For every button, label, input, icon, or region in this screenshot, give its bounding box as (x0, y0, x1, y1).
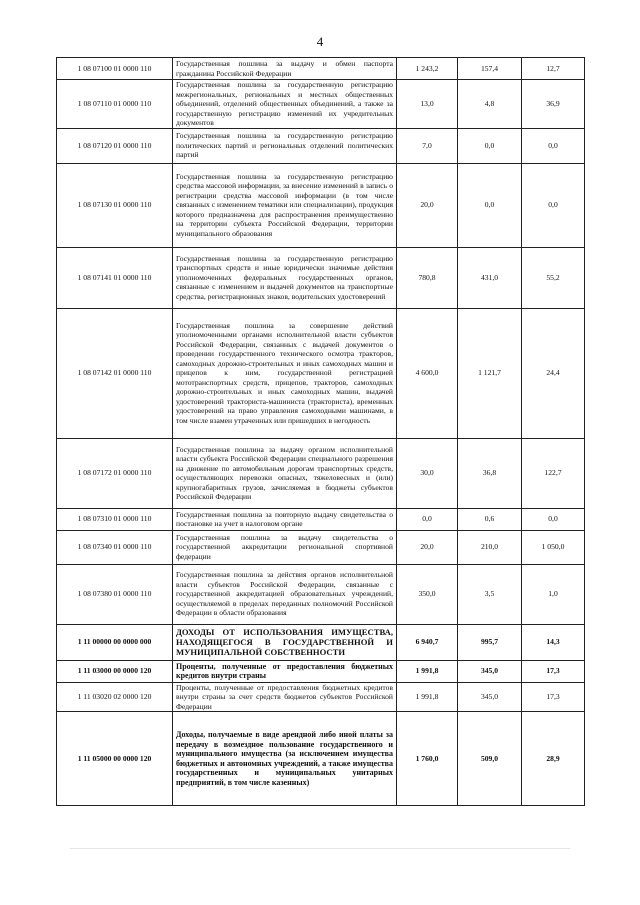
table-row (57, 163, 585, 247)
table-row (57, 530, 585, 564)
actual-value-cell: 431,0 (458, 247, 522, 308)
budget-code-cell: 1 08 07142 01 0000 110 (57, 308, 173, 438)
actual-value-cell: 3,5 (458, 564, 522, 624)
page-number: 4 (316, 34, 324, 49)
table-row (57, 564, 585, 624)
table-row (57, 624, 585, 660)
percent-cell: 122,7 (522, 438, 585, 508)
actual-value-cell: 0,0 (458, 128, 522, 163)
table-row (57, 682, 585, 712)
revenue-name-cell: Проценты, полученные от предоставления бюджетных кредитов внутри страны (173, 660, 397, 682)
plan-value-cell: 30,0 (397, 438, 458, 508)
revenue-name-cell: Государственная пошлина за выдачу органом исполнительной власти субъекта Российской Федерации специального разрешения на движение по автомобильным дорогам транспортных средств, осуществляющих перевозки опасных, тяжеловесных и (или) крупногабаритных грузов, зачисляемая в бюджеты субъектов Российской Федерации (173, 438, 397, 508)
budget-code-cell: 1 11 03020 02 0000 120 (57, 682, 173, 712)
revenue-table (56, 57, 585, 806)
plan-value-cell: 1 991,8 (397, 682, 458, 712)
revenue-name-cell: Государственная пошлина за повторную выдачу свидетельства о постановке на учет в налоговом органе (173, 508, 397, 530)
actual-value-cell: 1 121,7 (458, 308, 522, 438)
table-row (57, 438, 585, 508)
percent-cell: 36,9 (522, 80, 585, 129)
percent-cell: 17,3 (522, 682, 585, 712)
percent-cell: 1 050,0 (522, 530, 585, 564)
plan-value-cell: 0,0 (397, 508, 458, 530)
scan-artifact-line (70, 848, 570, 849)
actual-value-cell: 210,0 (458, 530, 522, 564)
budget-code-cell: 1 08 07100 01 0000 110 (57, 58, 173, 80)
plan-value-cell: 20,0 (397, 530, 458, 564)
table-row (57, 247, 585, 308)
plan-value-cell: 780,8 (397, 247, 458, 308)
budget-code-cell: 1 08 07340 01 0000 110 (57, 530, 173, 564)
revenue-name-cell: Государственная пошлина за государственную регистрацию средства массовой информации, за внесение изменений в запись о регистрации средства массовой информации (в том числе связанных с изменением тематики или специализации), продукция которого предназначена для распространения преимущественно на территории субъекта Российской Федерации, территории муниципального образования (173, 163, 397, 247)
plan-value-cell: 4 600,0 (397, 308, 458, 438)
revenue-name-cell: Государственная пошлина за выдачу свидетельства о государственной аккредитации региональной спортивной федерации (173, 530, 397, 564)
revenue-name-cell: ДОХОДЫ ОТ ИСПОЛЬЗОВАНИЯ ИМУЩЕСТВА, НАХОДЯЩЕГОСЯ В ГОСУДАРСТВЕННОЙ И МУНИЦИПАЛЬНОЙ СОБСТВЕННОСТИ (173, 624, 397, 660)
table-row (57, 308, 585, 438)
revenue-name-cell: Государственная пошлина за выдачу и обмен паспорта гражданина Российской Федерации (173, 58, 397, 80)
actual-value-cell: 0,0 (458, 163, 522, 247)
budget-code-cell: 1 08 07120 01 0000 110 (57, 128, 173, 163)
table-row (57, 128, 585, 163)
plan-value-cell: 1 243,2 (397, 58, 458, 80)
percent-cell: 17,3 (522, 660, 585, 682)
revenue-table-body (57, 58, 585, 806)
percent-cell: 55,2 (522, 247, 585, 308)
table-row (57, 80, 585, 129)
actual-value-cell: 0,6 (458, 508, 522, 530)
revenue-name-cell: Государственная пошлина за государственную регистрацию транспортных средств и иные юридически значимые действия уполномоченных федеральных государственных органов, связанные с изменением и выдачей документов на транспортные средства, регистрационных знаков, водительских удостоверений (173, 247, 397, 308)
budget-code-cell: 1 11 00000 00 0000 000 (57, 624, 173, 660)
table-row (57, 58, 585, 80)
plan-value-cell: 7,0 (397, 128, 458, 163)
table-row (57, 712, 585, 806)
percent-cell: 0,0 (522, 163, 585, 247)
revenue-name-cell: Государственная пошлина за действия органов исполнительной власти субъектов Российской Федерации, связанные с государственной аккредитацией образовательных учреждений, осуществляемой в пределах переданных полномочий Российской Федерации в области образования (173, 564, 397, 624)
budget-code-cell: 1 08 07141 01 0000 110 (57, 247, 173, 308)
revenue-name-cell: Проценты, полученные от предоставления бюджетных кредитов внутри страны за счет средств бюджетов субъектов Российской Федерации (173, 682, 397, 712)
budget-code-cell: 1 08 07110 01 0000 110 (57, 80, 173, 129)
actual-value-cell: 345,0 (458, 660, 522, 682)
actual-value-cell: 509,0 (458, 712, 522, 806)
budget-code-cell: 1 08 07130 01 0000 110 (57, 163, 173, 247)
actual-value-cell: 36,8 (458, 438, 522, 508)
actual-value-cell: 4,8 (458, 80, 522, 129)
percent-cell: 24,4 (522, 308, 585, 438)
table-row (57, 660, 585, 682)
table-row (57, 508, 585, 530)
percent-cell: 28,9 (522, 712, 585, 806)
budget-code-cell: 1 08 07380 01 0000 110 (57, 564, 173, 624)
percent-cell: 0,0 (522, 508, 585, 530)
actual-value-cell: 345,0 (458, 682, 522, 712)
revenue-name-cell: Доходы, получаемые в виде арендной либо иной платы за передачу в возмездное пользование государственного и муниципального имущества (за исключением имущества бюджетных и автономных учреждений, а также имущества государственных и муниципальных унитарных предприятий, в том числе казенных) (173, 712, 397, 806)
revenue-name-cell: Государственная пошлина за государственную регистрацию политических партий и региональных отделений политических партий (173, 128, 397, 163)
budget-code-cell: 1 11 05000 00 0000 120 (57, 712, 173, 806)
percent-cell: 0,0 (522, 128, 585, 163)
revenue-name-cell: Государственная пошлина за совершение действий уполномоченными органами исполнительной власти субъектов Российской Федерации, связанных с выдачей документов о проведении государственного технического осмотра тракторов, самоходных дорожно-строительных и иных самоходных машин и прицепов к ним, государственной регистрацией мототранспортных средств, прицепов, тракторов, самоходных дорожно-строительных и иных самоходных машин, выдачей удостоверений тракториста-машиниста (тракториста), временных удостоверений на право управления самоходными машинами, в том числе взамен утраченных или пришедших в негодность (173, 308, 397, 438)
plan-value-cell: 13,0 (397, 80, 458, 129)
actual-value-cell: 157,4 (458, 58, 522, 80)
budget-code-cell: 1 08 07310 01 0000 110 (57, 508, 173, 530)
percent-cell: 14,3 (522, 624, 585, 660)
plan-value-cell: 6 940,7 (397, 624, 458, 660)
percent-cell: 12,7 (522, 58, 585, 80)
percent-cell: 1,0 (522, 564, 585, 624)
actual-value-cell: 995,7 (458, 624, 522, 660)
plan-value-cell: 20,0 (397, 163, 458, 247)
plan-value-cell: 1 991,8 (397, 660, 458, 682)
revenue-name-cell: Государственная пошлина за государственную регистрацию межрегиональных, региональных и местных общественных объединений, отделений общественных объединений, а также за государственную регистрацию изменений их учредительных документов (173, 80, 397, 129)
plan-value-cell: 1 760,0 (397, 712, 458, 806)
plan-value-cell: 350,0 (397, 564, 458, 624)
budget-code-cell: 1 11 03000 00 0000 120 (57, 660, 173, 682)
budget-code-cell: 1 08 07172 01 0000 110 (57, 438, 173, 508)
